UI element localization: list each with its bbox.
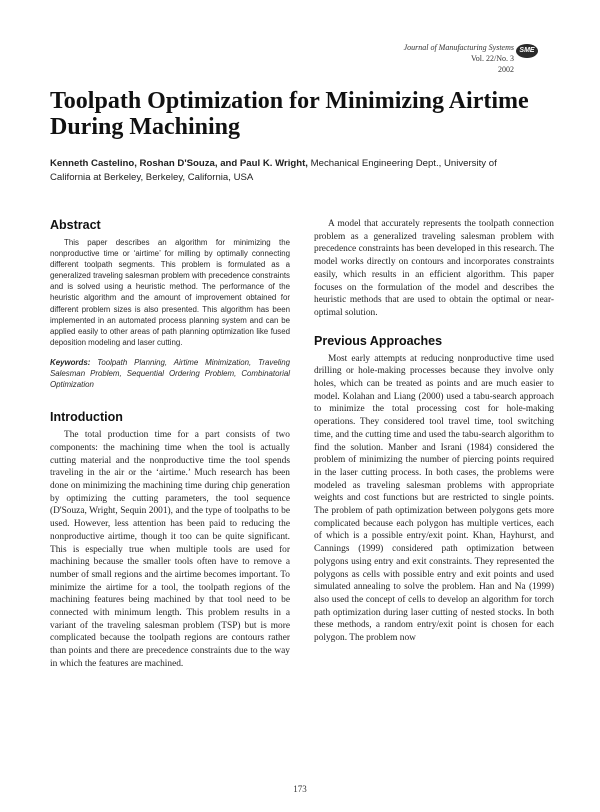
- author-names: Kenneth Castelino, Roshan D'Souza, and Paul K. Wright,: [50, 158, 308, 169]
- left-column: [50, 218, 290, 671]
- journal-year: 2002: [498, 65, 514, 74]
- journal-header: [404, 42, 514, 75]
- introduction-heading: Introduction: [50, 410, 123, 425]
- keywords-text: Toolpath Planning, Airtime Minimization, Traveling Salesman Problem, Sequential Ordering Problem, Combinatorial Optimization: [50, 357, 290, 390]
- right-intro-text: A model that accurately represents the toolpath connection problem as a generalized traveling salesman problem with precedence constraints has been developed in this research. The model works directly on contours and incorporates constraints easily, which results in an efficient algorithm. This paper focuses on the formulation of the model and describes the heuristic methods that are used to obtain the optimal or near-optimal solution.: [314, 219, 554, 318]
- keywords: [50, 357, 290, 390]
- journal-volume: Vol. 22/No. 3: [471, 54, 514, 63]
- paper-title: Toolpath Optimization for Minimizing Airtime During Machining: [50, 88, 529, 140]
- abstract-text: This paper describes an algorithm for minimizing the nonproductive time or ‘airtime’ for milling by optimally connecting different toolpath segments. This problem is formulated as a generalized traveling salesman problem with precedence constraints and is solved using a heuristic method. The performance of the heuristic algorithm and the amount of improvement obtained for different problem sizes is also presented. This algorithm has been implemented in an automated process planning system and can be applied easily to other areas of path planning optimization like fused deposition modeling and laser cutting.: [50, 238, 290, 347]
- previous-approaches-text: Most early attempts at reducing nonproductive time used drilling or hole-making processes because they involve only holes, which can be treated as points and are much easier to model. Kolahan and Liang (2000) used a tabu-search approach to minimize the total processing cost for hole-making operations. They considered tool travel time, tool switching time, and the cutting time and used the tabu-search algorithm to find the solution. Manber and Israni (1984) considered the problem of minimizing the number of piercing points required in the laser cutting process. In both cases, the problems were modeled as traveling salesman problems with appropriate weights and cost functions but are restricted to single points. The problem of path optimization between polygons gets more complicated because each polygon has multiple vertices, each of which is a possible entry/exit point. Khan, Hayhurst, and Cannings (1999) considered path optimization between polygons using entry and exit constraints. They represented the polygons as cells with possible entry and exit points and used simulated annealing to solve the problem. Han and Na (1999) also used the concept of cells to develop an algorithm for torch path optimization during laser cutting of nested stocks. In both these methods, a random entry/exit point is chosen for each polygon. The problem now: [314, 353, 554, 644]
- right-column: [314, 218, 554, 645]
- journal-name: Journal of Manufacturing Systems: [403, 43, 514, 52]
- introduction-text: The total production time for a part consists of two components: the machining time when the tool is actually cutting material and the nonproductive time the tool spends traveling in the air or the ‘airtime.’ Much research has been done on minimizing the machining time during chip generation by optimizing the cutting parameters, the tool sequence (D'Souza, Wright, Sequin 2001), and the type of toolpaths to be used. However, less attention has been paid to reducing the nonproductive airtime, though it too can be quite significant. This is especially true when multiple tools are used for machining because the smaller tools often have to remove a number of small regions and the airtime becomes important. To minimize the airtime for a tool, the toolpath regions of the machining features being machined by that tool need to be connected with minimum length. This problem results in a variant of the traveling salesman problem (TSP) but is more complicated because the toolpath regions are contours rather than points and there are precedence constraints due to the way in which the features are machined.: [50, 430, 290, 669]
- sme-logo-icon: SME: [516, 44, 538, 58]
- previous-approaches-heading: Previous Approaches: [314, 333, 443, 348]
- keywords-label: Keywords:: [50, 357, 91, 367]
- abstract-heading: Abstract: [50, 218, 101, 232]
- page-number: 173: [293, 784, 307, 794]
- author-affiliation: Mechanical Engineering Dept., University of California at Berkeley, Berkeley, California, USA: [50, 158, 497, 183]
- author-block: [50, 157, 530, 185]
